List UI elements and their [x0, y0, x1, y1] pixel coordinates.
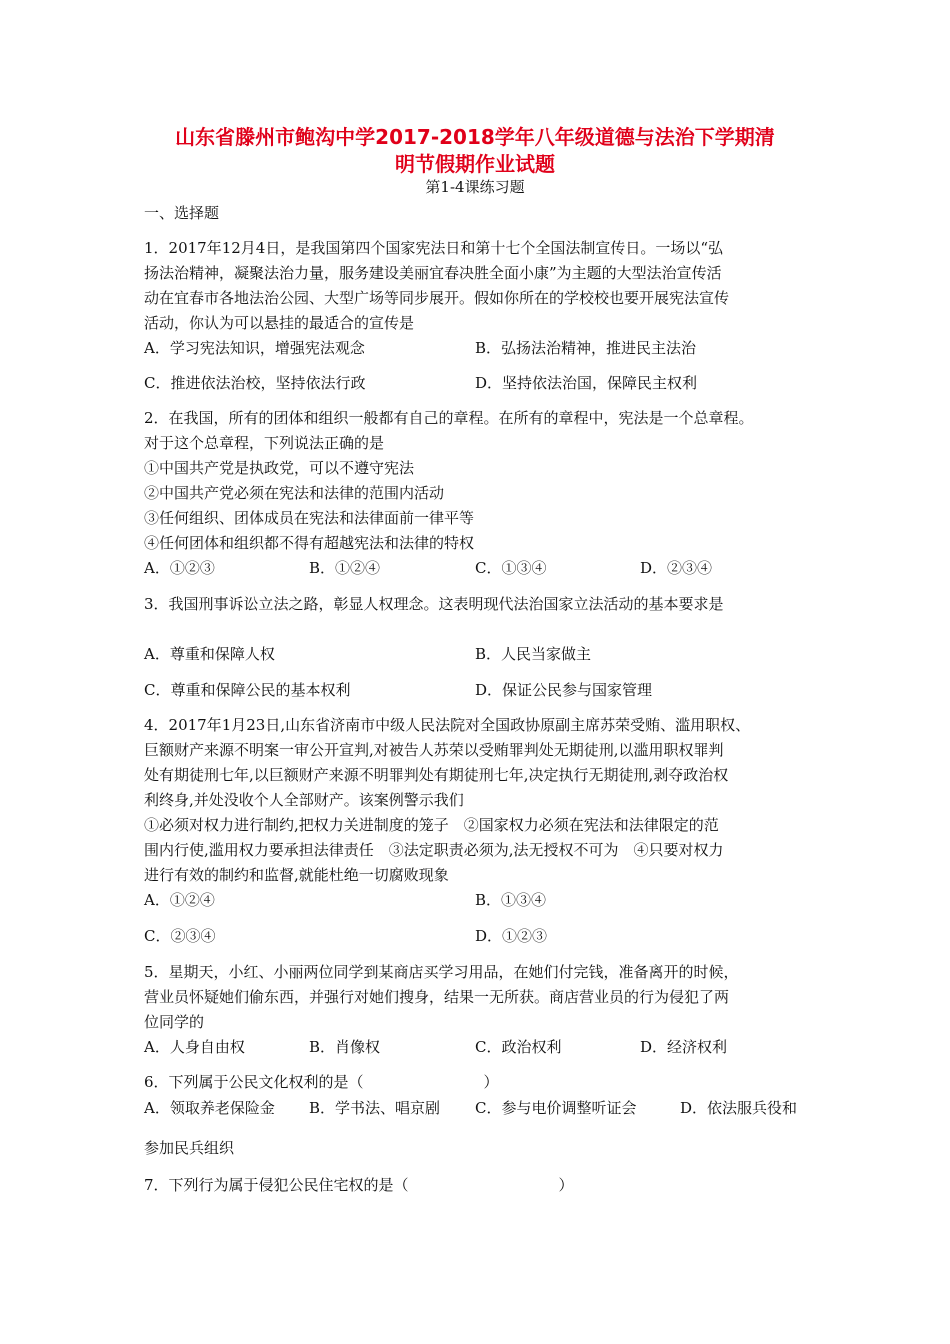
q5-option-a: A．人身自由权: [144, 1038, 245, 1056]
q2-line: ④任何团体和组织都不得有超越宪法和法律的特权: [144, 534, 475, 552]
q6-option-a: A．领取养老保险金: [144, 1099, 275, 1117]
q3-option-d: D．保证公民参与国家管理: [475, 681, 653, 699]
q4-option-a: A．①②④: [144, 891, 215, 909]
q5-option-d: D．经济权利: [640, 1038, 728, 1056]
q5-option-c: C．政治权利: [475, 1038, 562, 1056]
section-heading: 一、选择题: [144, 204, 220, 222]
q6-option-d-continued: 参加民兵组织: [144, 1139, 235, 1157]
q3-stem: 3．我国刑事诉讼立法之路，彰显人权理念。这表明现代法治国家立法活动的基本要求是: [144, 595, 724, 613]
q2-option-d: D．②③④: [640, 559, 713, 577]
q7-stem: 7．下列行为属于侵犯公民住宅权的是（ ）: [144, 1176, 574, 1194]
q4-line: 利终身,并处没收个人全部财产。该案例警示我们: [144, 791, 464, 809]
q6-option-b: B．学书法、唱京剧: [309, 1099, 441, 1117]
q1-line: 1．2017年12月4日，是我国第四个国家宪法日和第十七个全国法制宣传日。一场以“弘: [144, 239, 724, 257]
q4-line: 进行有效的制约和监督,就能杜绝一切腐败现象: [144, 866, 449, 884]
q1-line: 活动，你认为可以悬挂的最适合的宣传是: [144, 314, 415, 332]
document-title-line2: 明节假期作业试题: [395, 152, 555, 176]
document-subtitle: 第1-4课练习题: [425, 178, 525, 196]
q5-option-b: B．肖像权: [309, 1038, 381, 1056]
q2-line: 对于这个总章程，下列说法正确的是: [144, 434, 385, 452]
q2-line: ③任何组织、团体成员在宪法和法律面前一律平等: [144, 509, 475, 527]
q5-line: 位同学的: [144, 1013, 205, 1031]
q3-option-b: B．人民当家做主: [475, 645, 592, 663]
q6-stem: 6．下列属于公民文化权利的是（ ）: [144, 1073, 499, 1091]
q4-line: 处有期徒刑七年,以巨额财产来源不明罪判处有期徒刑七年,决定执行无期徒刑,剥夺政治权: [144, 766, 729, 784]
q4-line: 4．2017年1月23日,山东省济南市中级人民法院对全国政协原副主席苏荣受贿、滥用职权、: [144, 716, 751, 734]
q4-option-b: B．①③④: [475, 891, 547, 909]
q1-option-d: D．坚持依法治国，保障民主权利: [475, 374, 698, 392]
q2-option-b: B．①②④: [309, 559, 381, 577]
q1-line: 动在宜春市各地法治公园、大型广场等同步展开。假如你所在的学校校也要开展宪法宣传: [144, 289, 730, 307]
q1-option-c: C．推进依法治校，坚持依法行政: [144, 374, 366, 392]
q3-option-c: C．尊重和保障公民的基本权利: [144, 681, 351, 699]
q6-option-d: D．依法服兵役和: [680, 1099, 798, 1117]
q2-option-a: A．①②③: [144, 559, 215, 577]
q2-line: 2．在我国，所有的团体和组织一般都有自己的章程。在所有的章程中，宪法是一个总章程。: [144, 409, 754, 427]
q2-option-c: C．①③④: [475, 559, 547, 577]
q2-line: ②中国共产党必须在宪法和法律的范围内活动: [144, 484, 445, 502]
q1-option-b: B．弘扬法治精神，推进民主法治: [475, 339, 697, 357]
q5-line: 营业员怀疑她们偷东西，并强行对她们搜身，结果一无所获。商店营业员的行为侵犯了两: [144, 988, 730, 1006]
q1-line: 扬法治精神，凝聚法治力量，服务建设美丽宜春决胜全面小康”为主题的大型法治宣传活: [144, 264, 722, 282]
q4-option-c: C．②③④: [144, 927, 216, 945]
document-title-line1: 山东省滕州市鲍沟中学2017-2018学年八年级道德与法治下学期清: [175, 125, 775, 149]
q6-option-c: C．参与电价调整听证会: [475, 1099, 637, 1117]
q2-line: ①中国共产党是执政党，可以不遵守宪法: [144, 459, 415, 477]
q3-option-a: A．尊重和保障人权: [144, 645, 275, 663]
q4-line: ①必须对权力进行制约,把权力关进制度的笼子 ②国家权力必须在宪法和法律限定的范: [144, 816, 719, 834]
q4-option-d: D．①②③: [475, 927, 548, 945]
q4-line: 巨额财产来源不明案一审公开宣判,对被告人苏荣以受贿罪判处无期徒刑,以滥用职权罪判: [144, 741, 724, 759]
q5-line: 5．星期天，小红、小丽两位同学到某商店买学习用品，在她们付完钱，准备离开的时候，: [144, 963, 739, 981]
q1-option-a: A．学习宪法知识，增强宪法观念: [144, 339, 365, 357]
q4-line: 围内行使,滥用权力要承担法律责任 ③法定职责必须为,法无授权不可为 ④只要对权力: [144, 841, 724, 859]
